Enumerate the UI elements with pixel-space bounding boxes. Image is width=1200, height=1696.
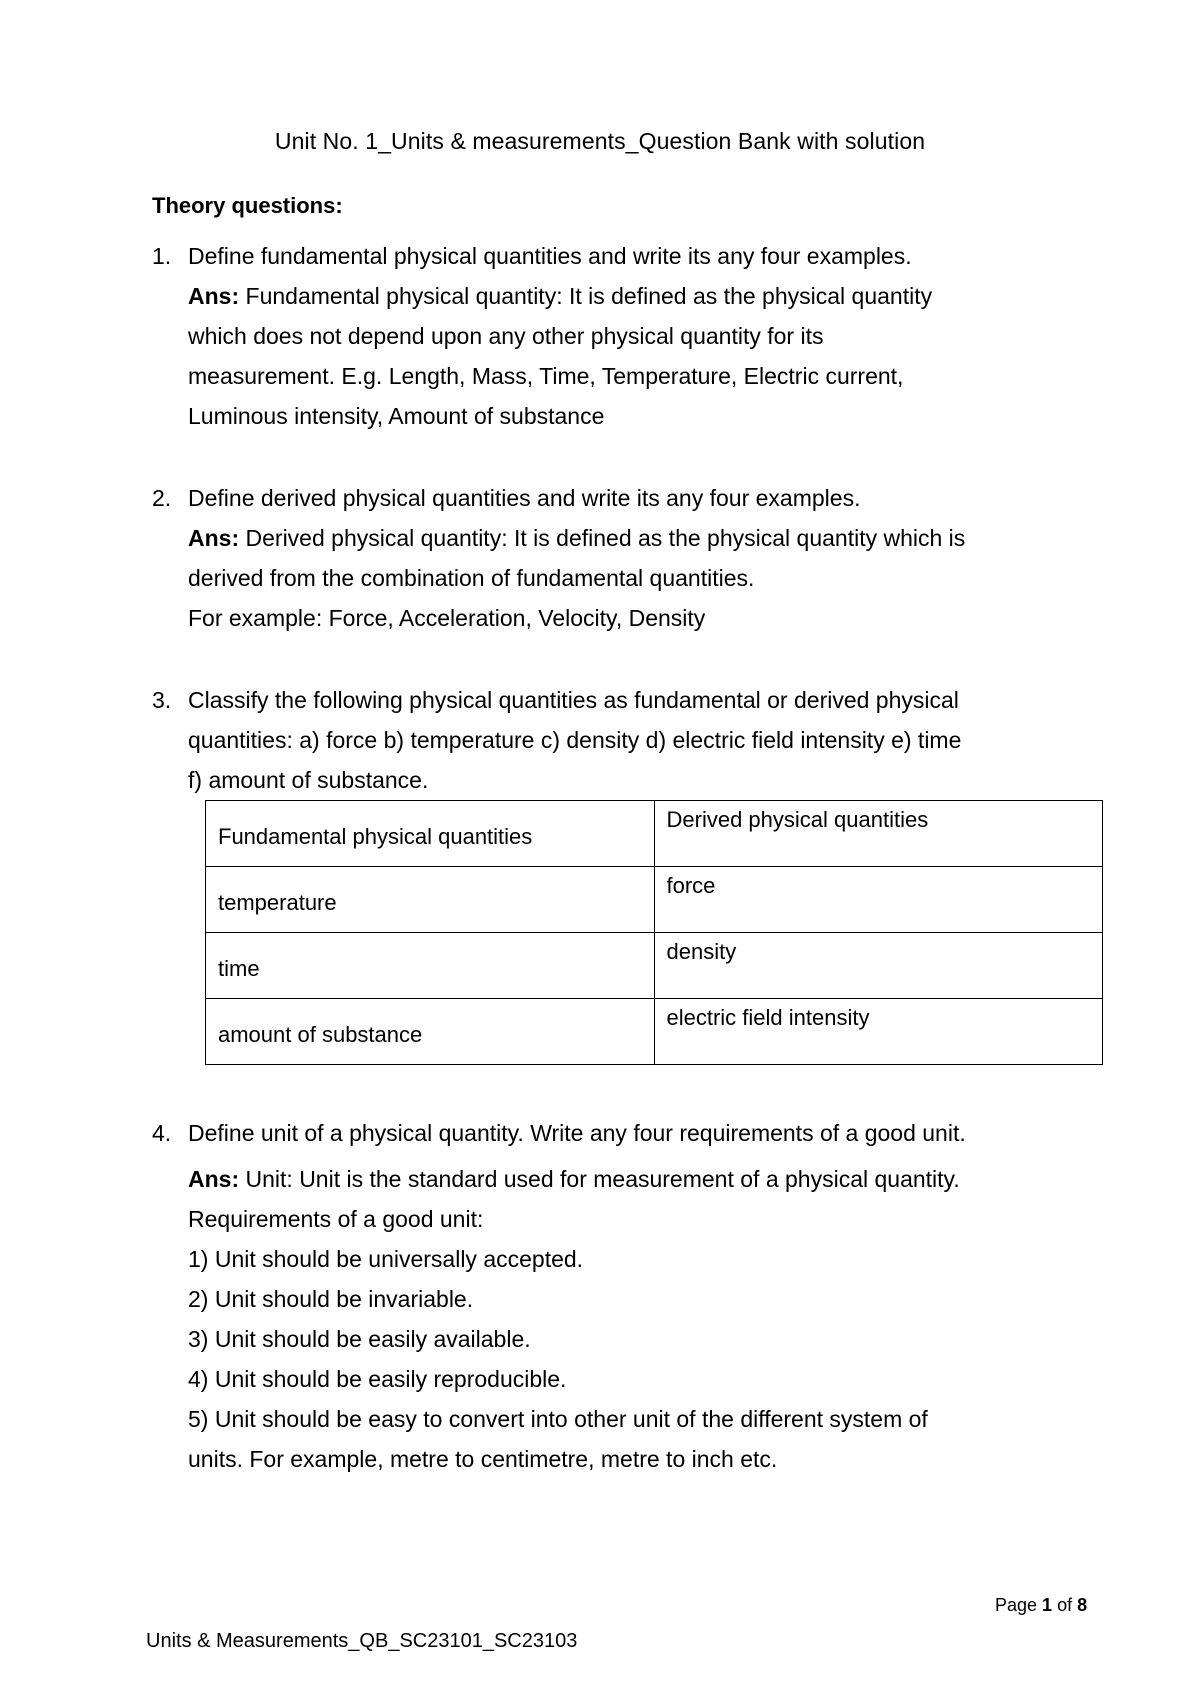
answer-text: Unit: Unit is the standard used for measurement of a physical quantity.: [239, 1166, 960, 1192]
answer-line: derived from the combination of fundamental quantities.: [188, 565, 755, 591]
answer-line: Luminous intensity, Amount of substance: [188, 403, 605, 429]
answer-line: units. For example, metre to centimetre, metre to inch etc.: [188, 1446, 778, 1472]
question-text: f) amount of substance.: [188, 767, 429, 793]
page-prefix: Page: [995, 1595, 1043, 1615]
answer-text: Derived physical quantity: It is defined as the physical quantity which is: [239, 525, 966, 551]
answer-label: Ans:: [188, 525, 240, 551]
question-text: Define derived physical quantities and write its any four examples.: [188, 485, 861, 511]
table-row: [206, 933, 1103, 999]
table-header-cell: Fundamental physical quantities: [206, 801, 655, 867]
answer-label: Ans:: [188, 1166, 240, 1192]
question-text: Define unit of a physical quantity. Write any four requirements of a good unit.: [188, 1120, 966, 1146]
answer-line: measurement. E.g. Length, Mass, Time, Temperature, Electric current,: [188, 363, 904, 389]
table-cell: time: [206, 933, 655, 999]
answer-line: 1) Unit should be universally accepted.: [188, 1246, 584, 1272]
question-text: quantities: a) force b) temperature c) density d) electric field intensity e) time: [188, 727, 962, 753]
question-1: [152, 236, 1102, 436]
answer-line: [188, 518, 1102, 558]
page-total: 8: [1077, 1595, 1088, 1615]
answer-line: 5) Unit should be easy to convert into other unit of the different system of: [188, 1406, 928, 1432]
table-row: [206, 867, 1103, 933]
table-cell: electric field intensity: [654, 999, 1103, 1065]
classification-table: [205, 800, 1103, 1065]
question-3: [152, 680, 1102, 800]
table-cell: temperature: [206, 867, 655, 933]
section-heading: Theory questions:: [152, 193, 343, 218]
page-current: 1: [1042, 1595, 1053, 1615]
table-header-cell: Derived physical quantities: [654, 801, 1103, 867]
footer-text: Units & Measurements_QB_SC23101_SC23103: [146, 1630, 578, 1652]
answer-line: which does not depend upon any other physical quantity for its: [188, 323, 824, 349]
answer-line: 3) Unit should be easily available.: [188, 1326, 531, 1352]
answer-line: Requirements of a good unit:: [188, 1206, 484, 1232]
answer-line: 2) Unit should be invariable.: [188, 1286, 474, 1312]
answer-block: [188, 1159, 1102, 1479]
answer-line: For example: Force, Acceleration, Velocity, Density: [188, 605, 706, 631]
question-number: 2.: [152, 485, 172, 511]
question-number: 4.: [152, 1120, 172, 1146]
page-middle: of: [1052, 1595, 1078, 1615]
table-header-row: [206, 801, 1103, 867]
table-cell: density: [654, 933, 1103, 999]
answer-line: [188, 276, 1102, 316]
table-row: [206, 999, 1103, 1065]
answer-line: 4) Unit should be easily reproducible.: [188, 1366, 567, 1392]
question-number: 3.: [152, 687, 172, 713]
table-cell: force: [654, 867, 1103, 933]
document-title: Unit No. 1_Units & measurements_Question Bank with solution: [274, 128, 926, 154]
question-2: [152, 478, 1102, 638]
question-4: [152, 1113, 1102, 1479]
page-indicator: [995, 1595, 1087, 1616]
answer-text: Fundamental physical quantity: It is defined as the physical quantity: [239, 283, 933, 309]
answer-line: [188, 1159, 1102, 1199]
table-cell: amount of substance: [206, 999, 655, 1065]
question-text: Define fundamental physical quantities and write its any four examples.: [188, 243, 912, 269]
question-number: 1.: [152, 243, 172, 269]
answer-label: Ans:: [188, 283, 240, 309]
question-text: Classify the following physical quantities as fundamental or derived physical: [188, 687, 959, 713]
